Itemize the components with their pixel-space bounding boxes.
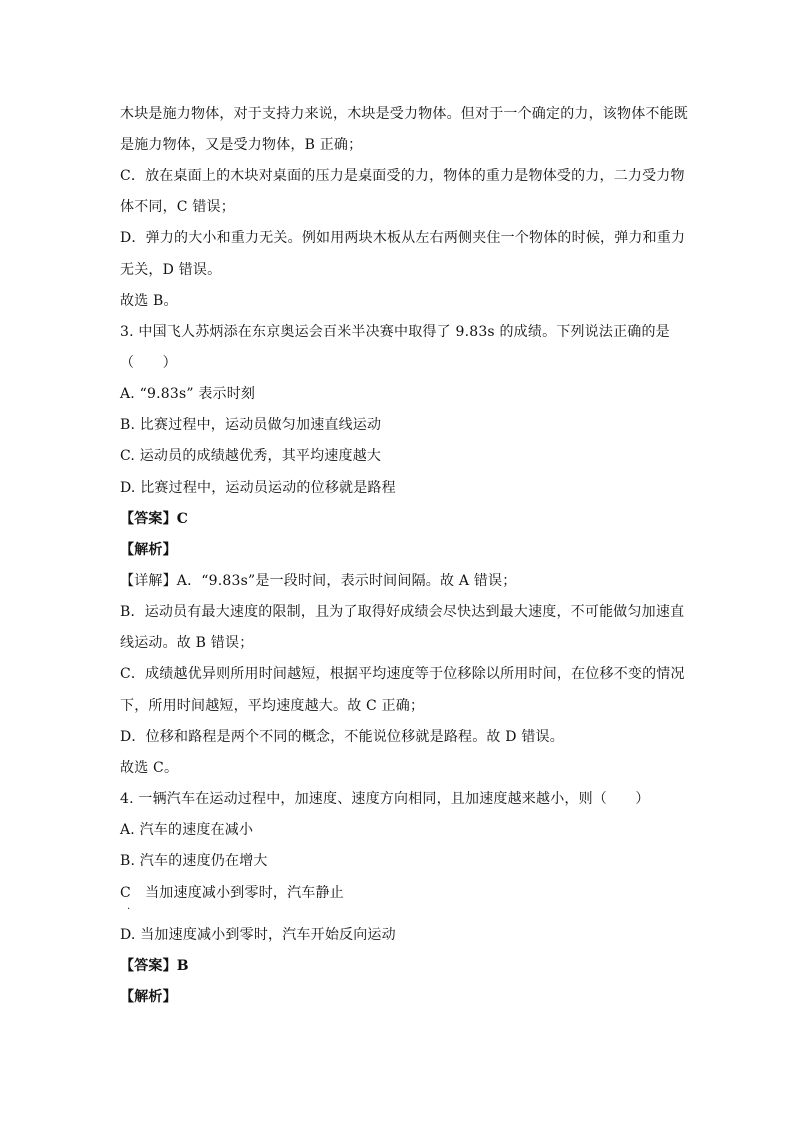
text-line: C．放在桌面上的木块对桌面的压力是桌面受的力，物体的重力是物体受的力，二力受力物 [120,168,685,184]
question-4-option-b: B. 汽车的速度仍在增大 [120,853,268,869]
dot-mark: . [127,901,131,912]
question-4-option-d: D. 当加速度减小到零时，汽车开始反向运动 [120,927,396,943]
question-4-option-c: C 当加速度减小到零时，汽车静止 [120,885,344,901]
question-3-option-c: C. 运动员的成绩越优秀，其平均速度越大 [120,448,382,464]
text-line: 体不同，C 错误； [120,199,235,215]
question-4-option-a: A. 汽车的速度在减小 [120,822,254,838]
text-line: 是施力物体，又是受力物体，B 正确； [120,137,363,153]
text-line: B．运动员有最大速度的限制，且为了取得好成绩会尽快达到最大速度，不可能做匀加速直 [120,604,685,620]
question-3-option-a: A. “9.83s” 表示时刻 [120,386,256,402]
text-line: 无关，D 错误。 [120,262,222,278]
text-line: 下，所用时间越短，平均速度越大。故 C 正确； [120,698,425,714]
question-3-option-b: B. 比赛过程中，运动员做匀加速直线运动 [120,417,382,433]
question-3-option-d: D. 比赛过程中，运动员运动的位移就是路程 [120,480,396,496]
question-4-stem: 4. 一辆汽车在运动过程中，加速度、速度方向相同，且加速度越来越小，则（ ） [120,791,650,807]
answer-label: 【答案】B [120,958,189,974]
text-line: 故选 C。 [120,760,179,776]
question-3-blank: （ ） [120,355,177,371]
text-line: C．成绩越优异则所用时间越短，根据平均速度等于位移除以所用时间，在位移不变的情况 [120,666,685,682]
text-line: D．位移和路程是两个不同的概念，不能说位移就是路程。故 D 错误。 [120,729,564,745]
question-3-stem: 3. 中国飞人苏炳添在东京奥运会百米半决赛中取得了 9.83s 的成绩。下列说法正确的是 [120,324,670,340]
analysis-label: 【解析】 [120,989,177,1005]
text-line: 【详解】A．“9.83s”是一段时间，表示时间间隔。故 A 错误； [120,573,517,589]
text-line: 木块是施力物体，对于支持力来说，木块是受力物体。但对于一个确定的力，该物体不能既 [120,106,688,122]
analysis-label: 【解析】 [120,542,177,558]
text-line: 线运动。故 B 错误； [120,635,254,651]
text-line: D．弹力的大小和重力无关。例如用两块木板从左右两侧夹住一个物体的时候，弹力和重力 [120,230,686,246]
text-line: 故选 B。 [120,293,178,309]
answer-label: 【答案】C [120,511,189,527]
